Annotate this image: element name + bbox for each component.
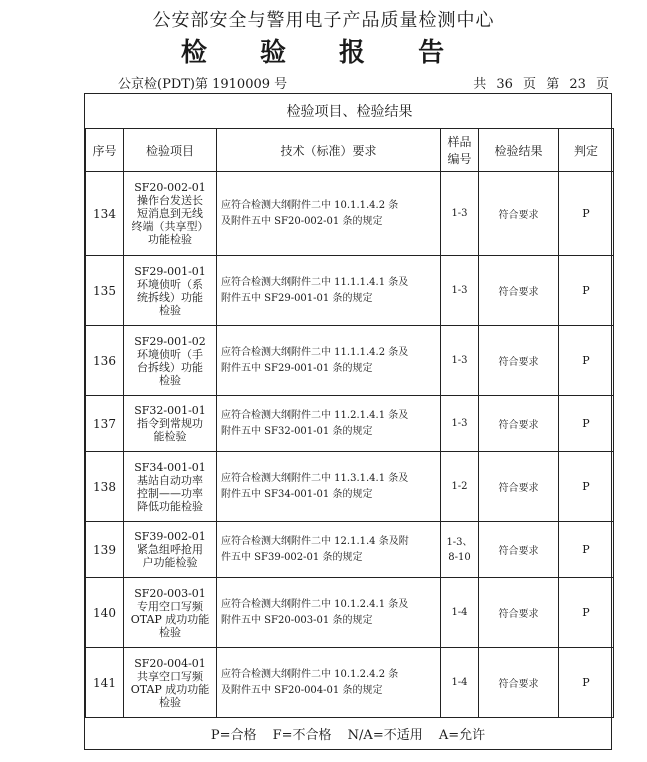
technical-requirement: 应符合检测大纲附件二中 10.1.1.4.2 条 及附件五中 SF20-002-01 条的规定: [217, 172, 441, 256]
table-row: [86, 648, 614, 718]
inspection-result: 符合要求: [479, 578, 559, 648]
col-header-item: 检验项目: [124, 129, 217, 172]
technical-requirement: 应符合检测大纲附件二中 11.1.1.4.1 条及 附件五中 SF29-001-01 条的规定: [217, 256, 441, 326]
table-row: [86, 326, 614, 396]
inspection-result: 符合要求: [479, 452, 559, 522]
table-row: [86, 578, 614, 648]
verdict: P: [559, 452, 614, 522]
report-number: 公京检(PDT)第 1910009 号: [118, 77, 288, 92]
page-count: 共 36 页 第 23 页: [473, 77, 609, 92]
inspection-result: 符合要求: [479, 326, 559, 396]
organization-name: 公安部安全与警用电子产品质量检测中心: [152, 10, 495, 31]
row-number: 141: [86, 648, 124, 718]
verdict-legend: P=合格 F=不合格 N/A=不适用 A=允许: [210, 728, 486, 743]
results-frame: [84, 93, 612, 750]
verdict: P: [559, 172, 614, 256]
row-number: 139: [86, 522, 124, 578]
col-header-verdict: 判定: [559, 129, 614, 172]
sample-number: 1-3: [441, 172, 479, 256]
inspection-result: 符合要求: [479, 256, 559, 326]
inspection-item: SF29-001-02 环境侦听（手 台拆线）功能 检验: [124, 326, 217, 396]
inspection-item: SF20-003-01 专用空口写频 OTAP 成功功能 检验: [124, 578, 217, 648]
sample-number: 1-4: [441, 648, 479, 718]
inspection-result: 符合要求: [479, 522, 559, 578]
sample-number: 1-4: [441, 578, 479, 648]
technical-requirement: 应符合检测大纲附件二中 11.3.1.4.1 条及 附件五中 SF34-001-01 条的规定: [217, 452, 441, 522]
inspection-item: SF32-001-01 指令到常规功 能检验: [124, 396, 217, 452]
row-number: 137: [86, 396, 124, 452]
sample-number: 1-3: [441, 256, 479, 326]
table-row: [86, 172, 614, 256]
sample-number: 1-2: [441, 452, 479, 522]
technical-requirement: 应符合检测大纲附件二中 11.2.1.4.1 条及 附件五中 SF32-001-01 条的规定: [217, 396, 441, 452]
col-header-requirement: 技术（标准）要求: [217, 129, 441, 172]
verdict: P: [559, 578, 614, 648]
technical-requirement: 应符合检测大纲附件二中 10.1.2.4.1 条及 附件五中 SF20-003-01 条的规定: [217, 578, 441, 648]
results-table: [85, 94, 614, 718]
inspection-item: SF39-002-01 紧急组呼抢用 户功能检验: [124, 522, 217, 578]
sample-number: 1-3、 8-10: [441, 522, 479, 578]
verdict: P: [559, 396, 614, 452]
col-header-sample: 样品 编号: [441, 129, 479, 172]
col-header-result: 检验结果: [479, 129, 559, 172]
row-number: 134: [86, 172, 124, 256]
technical-requirement: 应符合检测大纲附件二中 12.1.1.4 条及附 件五中 SF39-002-01 条的规定: [217, 522, 441, 578]
verdict: P: [559, 648, 614, 718]
row-number: 136: [86, 326, 124, 396]
verdict: P: [559, 522, 614, 578]
sample-number: 1-3: [441, 396, 479, 452]
table-caption: 检验项目、检验结果: [86, 94, 614, 129]
inspection-result: 符合要求: [479, 396, 559, 452]
col-header-no: 序号: [86, 129, 124, 172]
verdict: P: [559, 326, 614, 396]
inspection-result: 符合要求: [479, 648, 559, 718]
row-number: 138: [86, 452, 124, 522]
row-number: 140: [86, 578, 124, 648]
technical-requirement: 应符合检测大纲附件二中 11.1.1.4.2 条及 附件五中 SF29-001-01 条的规定: [217, 326, 441, 396]
inspection-item: SF20-004-01 共享空口写频 OTAP 成功功能 检验: [124, 648, 217, 718]
inspection-item: SF34-001-01 基站自动功率 控制——功率 降低功能检验: [124, 452, 217, 522]
table-row: [86, 396, 614, 452]
inspection-result: 符合要求: [479, 172, 559, 256]
inspection-item: SF29-001-01 环境侦听（系 统拆线）功能 检验: [124, 256, 217, 326]
report-title: 检 验 报 告: [180, 38, 467, 68]
inspection-item: SF20-002-01 操作台发送长 短消息到无线 终端（共享型） 功能检验: [124, 172, 217, 256]
table-row: [86, 522, 614, 578]
table-row: [86, 256, 614, 326]
sample-number: 1-3: [441, 326, 479, 396]
table-row: [86, 452, 614, 522]
row-number: 135: [86, 256, 124, 326]
verdict: P: [559, 256, 614, 326]
technical-requirement: 应符合检测大纲附件二中 10.1.2.4.2 条 及附件五中 SF20-004-01 条的规定: [217, 648, 441, 718]
